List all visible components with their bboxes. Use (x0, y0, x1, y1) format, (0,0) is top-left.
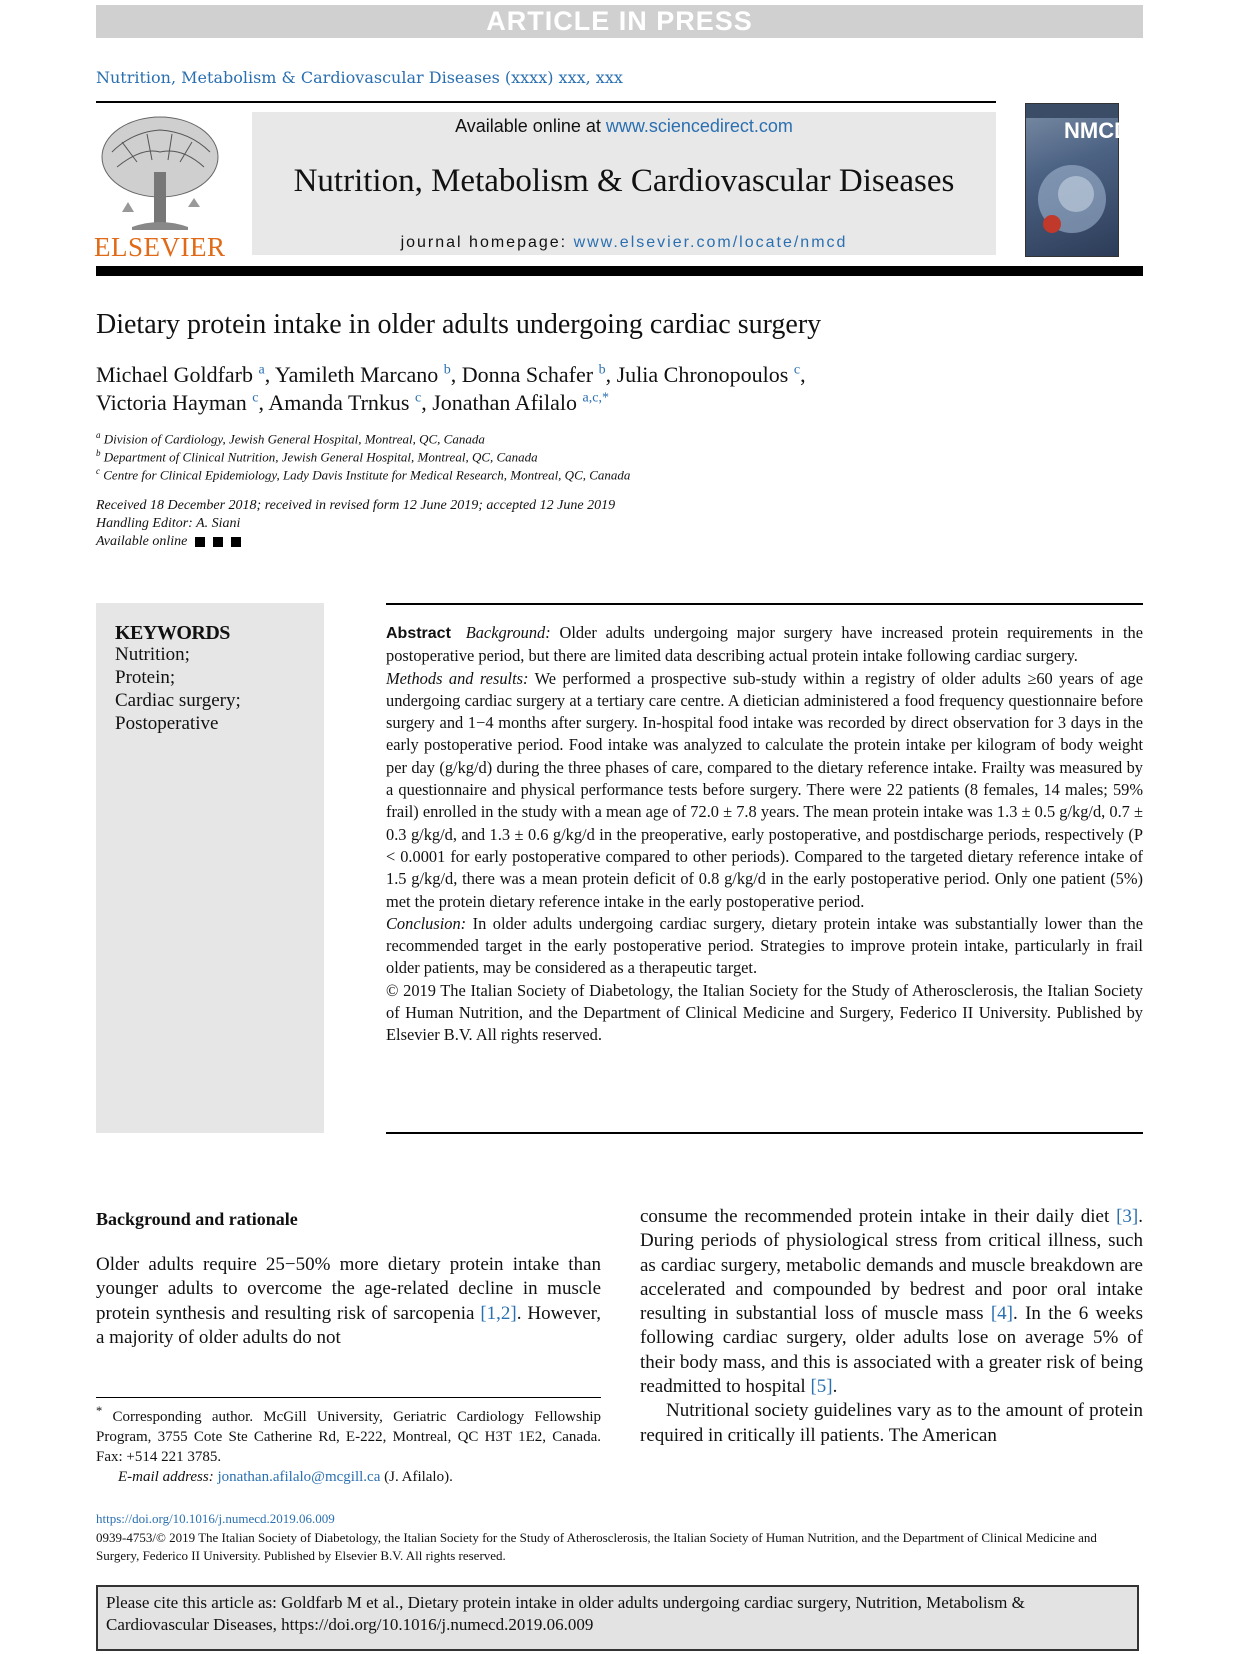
reference-link[interactable]: [1,2] (480, 1302, 517, 1324)
footnote-marker: * (96, 1404, 103, 1418)
elsevier-wordmark: ELSEVIER (94, 232, 226, 262)
placeholder-square-icon (213, 537, 223, 547)
author-affiliation-link[interactable]: b (443, 362, 451, 378)
abstract-block (386, 622, 1143, 1047)
footer-copyright: 0939-4753/© 2019 The Italian Society of Diabetology, the Italian Society for the Study of Atherosclerosis, the Italian Society of Human Nutrition, and the Department of Clinical Medicine and Surgery, Federico II University. Published by Elsevier B.V. All rights reserved. (96, 1530, 1097, 1563)
journal-cover-image (1025, 103, 1130, 257)
homepage-prefix: journal homepage: (400, 234, 574, 251)
authors-line-1: Michael Goldfarb $^a$, Yamileth Marcano $^b$, Donna Schafer $^b$, Julia Chronopoulos $^c$, (96, 362, 806, 387)
header-thick-rule (96, 266, 1143, 276)
keyword-item: Cardiac surgery; (115, 690, 241, 711)
body-text: consume the recommended protein intake in their daily diet (640, 1206, 1117, 1227)
author-affiliation-link[interactable]: a,c,* (582, 390, 609, 406)
email-label: E-mail address: (118, 1469, 214, 1485)
author-name: Donna Schafer (461, 362, 594, 387)
conclusion-label: Conclusion: (386, 913, 467, 933)
available-online-line (252, 116, 996, 137)
available-online-date (96, 534, 241, 550)
author-affiliation-link[interactable]: c (793, 362, 801, 378)
body-text: . (832, 1376, 838, 1398)
header-divider (96, 101, 996, 103)
body-paragraph (640, 1205, 1143, 1399)
sciencedirect-link[interactable]: www.sciencedirect.com (605, 116, 793, 136)
article-title: Dietary protein intake in older adults undergoing cardiac surgery (96, 309, 822, 340)
available-online-label: Available online (96, 534, 188, 549)
reference-link[interactable]: [4] (990, 1303, 1014, 1325)
abstract-methods (386, 668, 1143, 913)
author-name: Victoria Hayman (96, 390, 247, 415)
available-prefix: Available online at (455, 116, 606, 136)
author-name: Amanda Trnkus (268, 390, 410, 415)
methods-label: Methods and results: (386, 668, 529, 688)
affiliation-label: b (96, 448, 101, 458)
journal-homepage-line (252, 234, 996, 252)
body-text: . However, a majority of older adults do not (96, 1302, 601, 1348)
keywords-heading: KEYWORDS (115, 622, 230, 644)
keyword-item: Protein; (115, 667, 176, 688)
citation-box: Please cite this article as: Goldfarb M et al., Dietary protein intake in older adults undergoing cardiac surgery, Nutrition, Metabolism & Cardiovascular Diseases, https://doi.org/10.1016/j.numecd.2019.06.009 (96, 1585, 1139, 1651)
abstract-conclusion (386, 913, 1143, 980)
affiliation-c (96, 466, 630, 483)
footnote-rule (96, 1397, 601, 1398)
methods-text: We performed a prospective sub-study within a registry of older adults ≥60 years of age undergoing cardiac surgery at a tertiary care centre. A dietician administered a food frequency questionnaire before surgery and 1−4 months after surgery. In-hospital food intake was recorded by direct observation for 3 days in the early postoperative period. Food intake was analyzed to calculate the protein intake per kilogram of body weight per day (g/kg/d) during the three phases of care, compared to the dietary reference intake. Frailty was measured by a questionnaire and physical performance tests before surgery. There were 22 patients (8 females, 14 males; 59% frail) enrolled in the study with a mean age of 72.0 ± 7.8 years. The mean protein intake was 1.3 ± 0.5 g/kg/d, 0.7 ± 0.3 g/kg/d, and 1.3 ± 0.6 g/kg/d in the preoperative, early postoperative, and postdischarge periods, respectively (P < 0.0001 for early postoperative compared to other periods). Compared to the targeted dietary reference intake of 1.5 g/kg/d, there was a mean protein deficit of 0.8 g/kg/d in the early postoperative period. Only one patient (5%) met the protein dietary reference intake in the early postoperative period. (386, 668, 1143, 911)
placeholder-square-icon (195, 537, 205, 547)
article-in-press-banner: ARTICLE IN PRESS (96, 5, 1143, 38)
affiliation-a (96, 430, 485, 447)
affiliation-text: Centre for Clinical Epidemiology, Lady Davis Institute for Medical Research, Montreal, QC, Canada (103, 467, 631, 483)
abstract-background (386, 622, 1143, 668)
footnote-body: Corresponding author. McGill University, Geriatric Cardiology Fellowship Program, 3755 Cote Ste Catherine Rd, E-222, Montreal, QC H3T 1E2, Canada. Fax: +514 221 3785. (96, 1409, 602, 1465)
body-paragraph: Nutritional society guidelines vary as to the amount of protein required in critically ill patients. The American (640, 1400, 1143, 1446)
footnote-email-line (96, 1467, 601, 1487)
handling-editor: Handling Editor: A. Siani (96, 516, 241, 531)
body-text: . In the 6 weeks following cardiac surgery, older adults lose on average 5% of their body mass, and this is associated with a greater risk of being readmitted to hospital (640, 1303, 1143, 1398)
body-text: Older adults require 25−50% more dietary protein intake than younger adults to overcome the age-related decline in muscle protein synthesis and resulting risk of sarcopenia (96, 1254, 601, 1324)
background-text: Older adults undergoing major surgery have increased protein requirements in the postoperative period, but there are limited data describing actual protein intake following cardiac surgery. (386, 623, 1143, 666)
body-paragraph (96, 1253, 601, 1350)
conclusion-text: In older adults undergoing cardiac surgery, dietary protein intake was substantially lower than the recommended target in the early postoperative period. Strategies to improve protein intake, particularly in frail older patients, may be considered as a therapeutic target. (386, 913, 1143, 978)
author-name: Julia Chronopoulos (616, 362, 789, 387)
author-affiliation-link[interactable]: c (415, 390, 422, 406)
body-column-right (640, 1205, 1143, 1448)
author-name: Yamileth Marcano (274, 362, 439, 387)
keyword-item: Postoperative (115, 713, 219, 734)
affiliation-text: Department of Clinical Nutrition, Jewish General Hospital, Montreal, QC, Canada (103, 449, 538, 465)
cover-acronym: NMCD (1064, 118, 1130, 143)
doi-link[interactable]: https://doi.org/10.1016/j.numecd.2019.06.009 (96, 1511, 335, 1526)
reference-link[interactable]: [5] (810, 1376, 833, 1398)
journal-homepage-link[interactable]: www.elsevier.com/locate/nmcd (573, 234, 848, 251)
corresponding-author-footnote (96, 1401, 601, 1487)
body-text: . During periods of physiological stress from critical illness, such as cardiac surgery, metabolic demands and muscle breakdown are accelerated and compounded by bedrest and poor oral intake resulting in substantial loss of muscle mass (640, 1206, 1143, 1325)
abstract-bottom-rule (386, 1132, 1143, 1134)
keyword-item: Nutrition; (115, 644, 190, 665)
authors-line-2: Victoria Hayman $^c$, Amanda Trnkus $^c$, Jonathan Afilalo $^{a,c,*}$ (96, 390, 609, 415)
received-dates: Received 18 December 2018; received in revised form 12 June 2019; accepted 12 June 2019 (96, 498, 616, 513)
placeholder-square-icon (231, 537, 241, 547)
email-link[interactable]: jonathan.afilalo@mcgill.ca (217, 1469, 381, 1485)
affiliation-text: Division of Cardiology, Jewish General Hospital, Montreal, QC, Canada (103, 431, 485, 447)
abstract-copyright: © 2019 The Italian Society of Diabetology, the Italian Society for the Study of Atherosclerosis, the Italian Society of Human Nutrition, and the Department of Clinical Medicine and Surgery, Federico II University. Published by Elsevier B.V. All rights reserved. (386, 980, 1143, 1045)
background-label: Background: (465, 623, 551, 642)
author-affiliation-link[interactable]: c (252, 390, 259, 406)
author-name: Michael Goldfarb (96, 362, 253, 387)
affiliation-label: c (96, 466, 100, 476)
abstract-top-rule (386, 603, 1143, 605)
author-name: Jonathan Afilalo (432, 390, 578, 415)
journal-reference-link[interactable]: Nutrition, Metabolism & Cardiovascular Diseases (xxxx) xxx, xxx (96, 68, 623, 87)
reference-link[interactable]: [3] (1116, 1206, 1139, 1227)
section-heading: Background and rationale (96, 1209, 298, 1229)
footnote-text (96, 1401, 601, 1467)
body-column-left (96, 1253, 601, 1350)
affiliation-label: a (96, 430, 101, 440)
email-suffix: (J. Afilalo). (384, 1469, 453, 1485)
journal-title: Nutrition, Metabolism & Cardiovascular Diseases (293, 163, 955, 199)
abstract-label: Abstract (386, 625, 451, 642)
affiliation-b (96, 448, 538, 465)
author-affiliation-link[interactable]: b (598, 362, 606, 378)
author-affiliation-link[interactable]: a (258, 362, 265, 378)
